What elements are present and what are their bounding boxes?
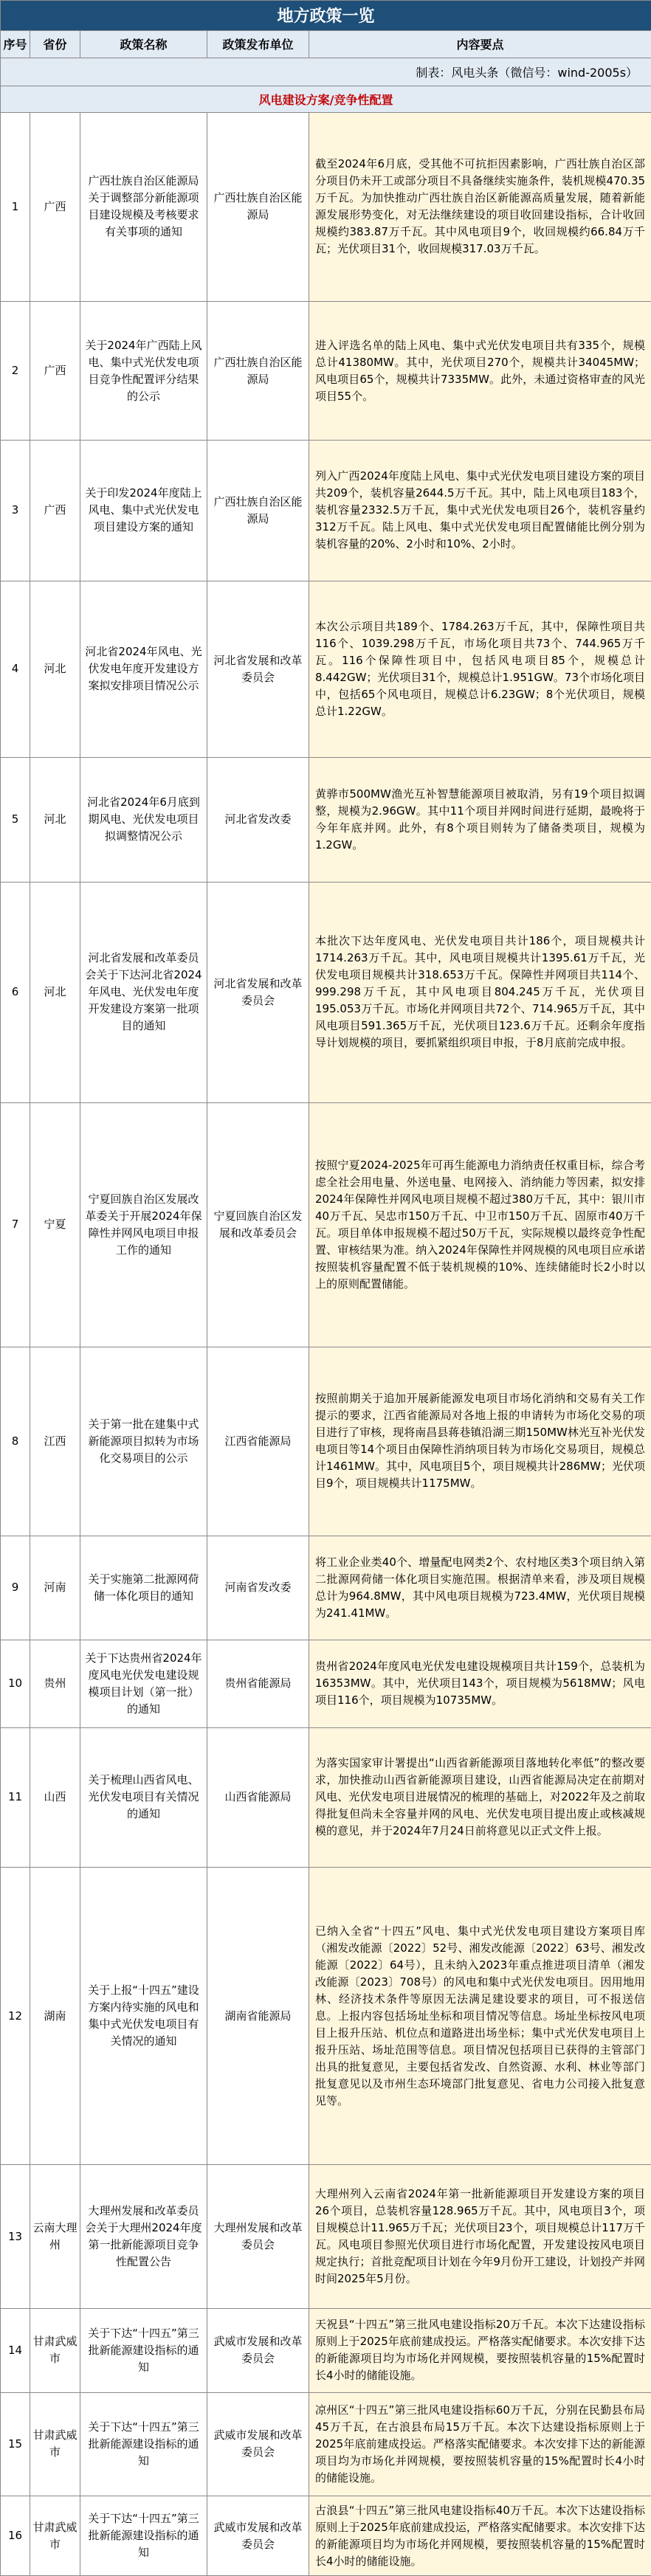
row-content-cell — [309, 302, 651, 441]
row-province: 云南大理州 — [32, 2221, 78, 2252]
row-number: 4 — [11, 662, 19, 676]
row-issuer-cell — [207, 1727, 309, 1867]
row-policy-name-cell — [80, 1347, 207, 1536]
row-province-cell — [30, 302, 80, 441]
row-issuer: 广西壮族自治区能源局 — [213, 191, 303, 222]
row-issuer: 湖南省能源局 — [224, 2009, 292, 2023]
row-issuer: 广西壮族自治区能源局 — [213, 494, 303, 525]
row-policy-name-cell — [80, 2165, 207, 2309]
row-number-cell — [1, 2496, 30, 2576]
row-content: 本批次下达年度风电、光伏发电项目共计186个，项目规模共计1714.263万千瓦。其中，风电项目规模共计1395.61万千瓦，光伏发电项目规模共计318.653万千瓦。保障性并网项目共114个、999.298万千瓦，其中风电项目804.245万千瓦，光伏项目195.053万千瓦。市场化并网项目共72个、714.965万千瓦，其中风电项目591.365万千瓦，光伏项目123.6万千瓦。还剩余年度指导计划规模的项目，要抓紧组织项目申报，于8月底前完成申报。 — [315, 934, 646, 1050]
row-number: 6 — [11, 985, 19, 999]
row-province-cell — [30, 1727, 80, 1867]
row-province-cell — [30, 1867, 80, 2165]
row-policy-name: 河北省2024年风电、光伏发电年度开发建设方案拟安排项目情况公示 — [85, 645, 202, 693]
row-province-cell — [30, 1536, 80, 1640]
row-policy-name-cell — [80, 2496, 207, 2576]
row-province-cell — [30, 882, 80, 1102]
row-province: 甘肃武威市 — [32, 2428, 78, 2459]
table-row — [1, 2309, 651, 2392]
row-issuer-cell — [207, 1347, 309, 1536]
row-issuer: 武威市发展和改革委员会 — [213, 2520, 303, 2551]
table-row — [1, 581, 651, 757]
row-content-cell — [309, 1867, 651, 2165]
row-content: 本次公示项目共189个、1784.263万千瓦，其中，保障性项目共116个、1039.298万千瓦，市场化项目共73个、744.965万千瓦。116个保障性项目中，包括风电项目85个，规模总计8.442GW；光伏项目31个，规模总计1.951GW。73个市场化项目中，包括65个风电项目，规模总计6.23GW；8个光伏项目，规模总计1.22GW。 — [315, 619, 646, 718]
row-policy-name: 关于2024年广西陆上风电、集中式光伏发电项目竞争性配置评分结果的公示 — [85, 338, 202, 403]
header-province: 省份 — [30, 30, 80, 58]
row-policy-name-cell — [80, 1727, 207, 1867]
row-content-cell — [309, 1347, 651, 1536]
row-issuer-cell — [207, 112, 309, 301]
row-issuer-cell — [207, 757, 309, 882]
row-number-cell — [1, 302, 30, 441]
row-province: 宁夏 — [44, 1218, 66, 1232]
table-row — [1, 757, 651, 882]
row-content: 按照前期关于追加开展新能源发电项目市场化消纳和交易有关工作提示的要求，江西省能源局对各地上报的申请转为市场化交易的项目进行了审核，现将南昌县蒋巷镇沿湖三期150MW林光互补光伏发电项目等14个项目由保障性消纳项目转为市场化交易项目，规模总计1461MW。其中，风电项目5个，项目规模共计286MW；光伏项目9个，项目规模共计1175MW。 — [315, 1392, 646, 1491]
row-issuer-cell — [207, 2309, 309, 2392]
row-content-cell — [309, 581, 651, 757]
row-content-cell — [309, 757, 651, 882]
row-issuer-cell — [207, 441, 309, 581]
row-content: 进入评选名单的陆上风电、集中式光伏发电项目共有335个，规模总计41380MW。其中，光伏项目270个，规模共计34045MW；风电项目65个，规模共计7335MW。此外，未通过资格审查的风光项目55个。 — [315, 338, 646, 403]
row-province-cell — [30, 2392, 80, 2496]
row-province-cell — [30, 2496, 80, 2576]
row-content-cell — [309, 2165, 651, 2309]
row-content-cell — [309, 2309, 651, 2392]
row-policy-name-cell — [80, 581, 207, 757]
row-policy-name-cell — [80, 302, 207, 441]
credit-row — [1, 58, 651, 86]
row-province-cell — [30, 757, 80, 882]
row-policy-name-cell — [80, 757, 207, 882]
row-policy-name: 大理州发展和改革委员会关于大理州2024年度第一批新能源项目竞争性配置公告 — [85, 2204, 202, 2269]
row-content: 将工业企业类40个、增量配电网类2个、农村地区类3个项目纳入第二批源网荷储一体化项目实施范围。根据清单来看，涉及项目规模总计为964.8MW，其中风电项目规模为723.4MW，光伏项目规模为241.41MW。 — [315, 1555, 646, 1620]
policy-rows — [1, 112, 651, 2575]
row-content-cell — [309, 1102, 651, 1347]
row-policy-name: 广西壮族自治区能源局关于调整部分新能源项目建设规模及考核要求有关事项的通知 — [88, 174, 199, 239]
row-number: 2 — [11, 364, 19, 378]
row-issuer: 武威市发展和改革委员会 — [213, 2428, 303, 2459]
row-province-cell — [30, 2309, 80, 2392]
table-row — [1, 1640, 651, 1727]
table-title: 地方政策一览 — [1, 1, 651, 31]
row-number-cell — [1, 1536, 30, 1640]
row-issuer-cell — [207, 1536, 309, 1640]
row-policy-name: 关于梳理山西省风电、光伏发电项目有关情况的通知 — [88, 1773, 199, 1821]
table-row — [1, 1102, 651, 1347]
row-province: 河北 — [44, 662, 66, 676]
row-number-cell — [1, 2165, 30, 2309]
row-content: 截至2024年6月底，受其他不可抗拒因素影响，广西壮族自治区部分项目仍未开工或部分项目不具备继续实施条件，装机规模470.35万千瓦。为加快推动广西壮族自治区新能源高质量发展，随着新能源发展形势变化，对无法继续建设的项目收回建设指标，合计收回规模约383.87万千瓦。其中风电项目9个，收回规模约66.84万千瓦；光伏项目31个，收回规模317.03万千瓦。 — [315, 157, 646, 256]
table-credit: 制表：风电头条（微信号：wind-2005s） — [1, 58, 651, 86]
row-province-cell — [30, 1102, 80, 1347]
row-policy-name: 关于下达“十四五”第三批新能源建设指标的通知 — [88, 2420, 199, 2468]
row-policy-name-cell — [80, 441, 207, 581]
header-no: 序号 — [1, 30, 30, 58]
row-policy-name-cell — [80, 882, 207, 1102]
row-policy-name: 关于下达“十四五”第三批新能源建设指标的通知 — [88, 2512, 199, 2560]
row-number-cell — [1, 1102, 30, 1347]
row-number-cell — [1, 112, 30, 301]
table-row — [1, 1347, 651, 1536]
row-number: 9 — [11, 1581, 19, 1595]
row-number: 1 — [11, 199, 19, 213]
row-issuer-cell — [207, 581, 309, 757]
row-content: 为落实国家审计署提出“山西省新能源项目落地转化率低”的整改要求，加快推动山西省新能源项目建设，山西省能源局决定在前期对风电、光伏发电项目进展情况的梳理的基础上，对2022年及之前取得批复但尚未全容量并网的风电、光伏发电项目提出废止或核减规模的意见，并于2024年7月24日前将意见以正式文件上报。 — [315, 1756, 646, 1838]
row-issuer-cell — [207, 1102, 309, 1347]
row-province: 广西 — [44, 503, 66, 517]
row-province-cell — [30, 1640, 80, 1727]
row-issuer: 河北省发展和改革委员会 — [213, 653, 303, 684]
header-row — [1, 30, 651, 58]
row-issuer-cell — [207, 2165, 309, 2309]
row-content: 列入广西2024年度陆上风电、集中式光伏发电项目建设方案的项目共209个，装机容量2644.5万千瓦。其中，陆上风电项目183个，装机容量2332.5万千瓦，集中式光伏发电项目26个，装机容量约312万千瓦。陆上风电、集中式光伏发电项目配置储能比例分别为装机容量的20%、2小时和10%、2小时。 — [315, 469, 646, 551]
row-province: 甘肃武威市 — [32, 2335, 78, 2366]
row-issuer-cell — [207, 302, 309, 441]
row-number-cell — [1, 441, 30, 581]
table-row — [1, 2496, 651, 2576]
row-number-cell — [1, 1347, 30, 1536]
row-content-cell — [309, 1640, 651, 1727]
row-number: 10 — [7, 1677, 23, 1691]
row-policy-name: 河北省发展和改革委员会关于下达河北省2024年风电、光伏发电年度开发建设方案第一批项目的通知 — [85, 951, 202, 1033]
row-number: 12 — [7, 2009, 23, 2023]
row-issuer: 武威市发展和改革委员会 — [213, 2335, 303, 2366]
row-province-cell — [30, 1347, 80, 1536]
section-title: 风电建设方案/竞争性配置 — [1, 86, 651, 112]
row-province-cell — [30, 2165, 80, 2309]
row-policy-name-cell — [80, 1640, 207, 1727]
row-issuer-cell — [207, 2496, 309, 2576]
title-row — [1, 1, 651, 31]
row-province-cell — [30, 441, 80, 581]
row-province-cell — [30, 581, 80, 757]
row-content-cell — [309, 1536, 651, 1640]
row-province: 河南 — [44, 1581, 66, 1595]
row-content-cell — [309, 112, 651, 301]
row-policy-name-cell — [80, 2392, 207, 2496]
row-policy-name: 关于下达“十四五”第三批新能源建设指标的通知 — [88, 2326, 199, 2374]
row-number: 3 — [11, 503, 19, 517]
row-policy-name-cell — [80, 1102, 207, 1347]
row-issuer: 河南省发改委 — [224, 1581, 292, 1595]
header-issuer: 政策发布单位 — [207, 30, 309, 58]
row-number-cell — [1, 2392, 30, 2496]
row-province: 河北 — [44, 985, 66, 999]
row-province: 广西 — [44, 199, 66, 213]
row-issuer: 大理州发展和改革委员会 — [213, 2221, 303, 2252]
row-number-cell — [1, 581, 30, 757]
row-number: 7 — [11, 1218, 19, 1232]
row-province: 河北 — [44, 812, 66, 826]
row-issuer: 贵州省能源局 — [224, 1677, 292, 1691]
row-content-cell — [309, 1727, 651, 1867]
row-province: 江西 — [44, 1434, 66, 1448]
row-policy-name-cell — [80, 2309, 207, 2392]
row-number: 11 — [7, 1790, 23, 1804]
row-number: 5 — [11, 812, 19, 826]
row-policy-name: 关于上报“十四五”建设方案内待实施的风电和集中式光伏发电项目有关情况的通知 — [88, 1983, 199, 2048]
row-issuer: 江西省能源局 — [224, 1434, 292, 1448]
row-issuer-cell — [207, 1640, 309, 1727]
row-number: 13 — [7, 2229, 23, 2243]
row-issuer: 河北省发改委 — [224, 812, 292, 826]
row-number: 15 — [7, 2437, 23, 2451]
row-number: 14 — [7, 2343, 23, 2357]
row-content-cell — [309, 2496, 651, 2576]
table-row — [1, 441, 651, 581]
row-policy-name-cell — [80, 112, 207, 301]
row-issuer: 宁夏回族自治区发展和改革委员会 — [213, 1209, 303, 1240]
table-row — [1, 2392, 651, 2496]
table-row — [1, 1867, 651, 2165]
row-number-cell — [1, 757, 30, 882]
row-content: 按照宁夏2024-2025年可再生能源电力消纳责任权重目标，综合考虑全社会用电量、外送电量、电网接入、消纳能力等因素，拟安排2024年保障性并网风电项目规模不超过380万千瓦，其中：银川市40万千瓦、吴忠市150万千瓦、中卫市150万千瓦、固原市40万千瓦。项目单体申报规模不超过50万千瓦，实际规模以最终竞争性配置、审核结果为准。纳入2024年保障性并网规模的风电项目应承诺按照装机容量配置不低于装机规模的10%、连续储能时长2小时以上的原则配置储能。 — [315, 1158, 646, 1291]
row-policy-name-cell — [80, 1867, 207, 2165]
row-number: 16 — [7, 2529, 23, 2543]
header-content: 内容要点 — [309, 30, 651, 58]
row-policy-name: 关于实施第二批源网荷储一体化项目的通知 — [88, 1572, 199, 1603]
row-content: 黄骅市500MW渔光互补智慧能源项目被取消，另有19个项目拟调整，规模为2.96GW。其中11个项目并网时间进行延期，最晚将于今年年底并网。此外，有8个项目则转为了储备类项目，规模为1.2GW。 — [315, 787, 646, 852]
table-row — [1, 882, 651, 1102]
row-number-cell — [1, 2309, 30, 2392]
header-policy-name: 政策名称 — [80, 30, 207, 58]
table-row — [1, 1727, 651, 1867]
row-issuer-cell — [207, 1867, 309, 2165]
row-number-cell — [1, 1727, 30, 1867]
row-policy-name-cell — [80, 1536, 207, 1640]
row-issuer: 河北省发展和改革委员会 — [213, 976, 303, 1007]
row-number-cell — [1, 1640, 30, 1727]
row-content: 天祝县“十四五”第三批风电建设指标20万千瓦。本次下达建设指标原则上于2025年底前建成投运。严格落实配储要求。本次安排下达的新能源项目均为市场化并网规模，要按照装机容量的15%配置时长4小时的储能设施。 — [315, 2318, 646, 2383]
row-province: 山西 — [44, 1790, 66, 1804]
row-number: 8 — [11, 1434, 19, 1448]
table-row — [1, 1536, 651, 1640]
row-province: 贵州 — [44, 1677, 66, 1691]
row-policy-name: 河北省2024年6月底到期风电、光伏发电项目拟调整情况公示 — [87, 795, 200, 843]
row-policy-name: 关于第一批在建集中式新能源项目拟转为市场化交易项目的公示 — [88, 1417, 199, 1465]
row-province: 湖南 — [44, 2009, 66, 2023]
row-issuer-cell — [207, 2392, 309, 2496]
row-issuer: 山西省能源局 — [224, 1790, 292, 1804]
row-policy-name: 宁夏回族自治区发展改革委关于开展2024年保障性并网风电项目申报工作的通知 — [85, 1192, 202, 1257]
row-content: 古浪县“十四五”第三批风电建设指标40万千瓦。本次下达建设指标原则上于2025年底前建成投运，严格落实配储要求。本次安排下达的新能源项目均为市场化并网规模，要按照装机容量的15%配置时长4小时的储能设施。 — [315, 2503, 646, 2568]
section-row — [1, 86, 651, 112]
table-row — [1, 302, 651, 441]
row-province: 甘肃武威市 — [32, 2520, 78, 2551]
table-row — [1, 2165, 651, 2309]
row-content: 贵州省2024年度风电光伏发电建设规模项目共计159个，总装机为16353MW。其中，光伏项目143个，项目规模为5618MW；风电项目116个，项目规模为10735MW。 — [315, 1660, 646, 1707]
row-policy-name: 关于下达贵州省2024年度风电光伏发电建设规模项目计划（第一批）的通知 — [85, 1651, 202, 1716]
row-content: 凉州区“十四五”第三批风电建设指标60万千瓦，分别在民勤县布局45万千瓦，在古浪县布局15万千瓦。本次下达建设指标原则上于2025年底前建成投运。严格落实配储要求。本次安排下达的新能源项目均为市场化并网规模，要按照装机容量的15%配置时长4小时的储能设施。 — [315, 2403, 646, 2485]
row-content: 大理州列入云南省2024年第一批新能源项目开发建设方案的项目26个项目，总装机容量128.965万千瓦。其中，风电项目3个，项目规模总计11.965万千瓦；光伏项目23个，项目规模总计117万千瓦。风电项目参照光伏项目进行市场化配置，开发建设按风电项目规定执行；首批竞配项目计划在今年9月份开工建设，计划投产并网时间2025年5月份。 — [315, 2187, 646, 2286]
row-issuer: 广西壮族自治区能源局 — [213, 355, 303, 386]
row-content-cell — [309, 2392, 651, 2496]
row-province: 广西 — [44, 364, 66, 378]
row-content-cell — [309, 441, 651, 581]
row-issuer-cell — [207, 882, 309, 1102]
row-number-cell — [1, 1867, 30, 2165]
row-number-cell — [1, 882, 30, 1102]
row-province-cell — [30, 112, 80, 301]
row-policy-name: 关于印发2024年度陆上风电、集中式光伏发电项目建设方案的通知 — [85, 486, 202, 534]
row-content: 已纳入全省“十四五”风电、集中式光伏发电项目建设方案项目库（湘发改能源〔2022〕52号、湘发改能源〔2022〕63号、湘发改能源〔2022〕64号），且未纳入2023年重点推进项目清单（湘发改能源〔2023〕708号）的风电和集中式光伏发电项目。因用地用林、经济技术条件等原因无法满足建设要求的项目，可不报送信息。上报内容包括场址坐标和项目情况等信息。场址坐标按风电项目上报升压站、机位点和道路进出场坐标；集中式光伏发电项目上报升压站、场址范围等信息。项目情况包括项目已获得的主管部门出具的批复意见，主要包括省发改、自然资源、水利、林业等部门批复意见以及市州生态环境部门批复意见、省电力公司接入批复意见等。 — [315, 1924, 646, 2107]
row-content-cell — [309, 882, 651, 1102]
table-row — [1, 112, 651, 301]
